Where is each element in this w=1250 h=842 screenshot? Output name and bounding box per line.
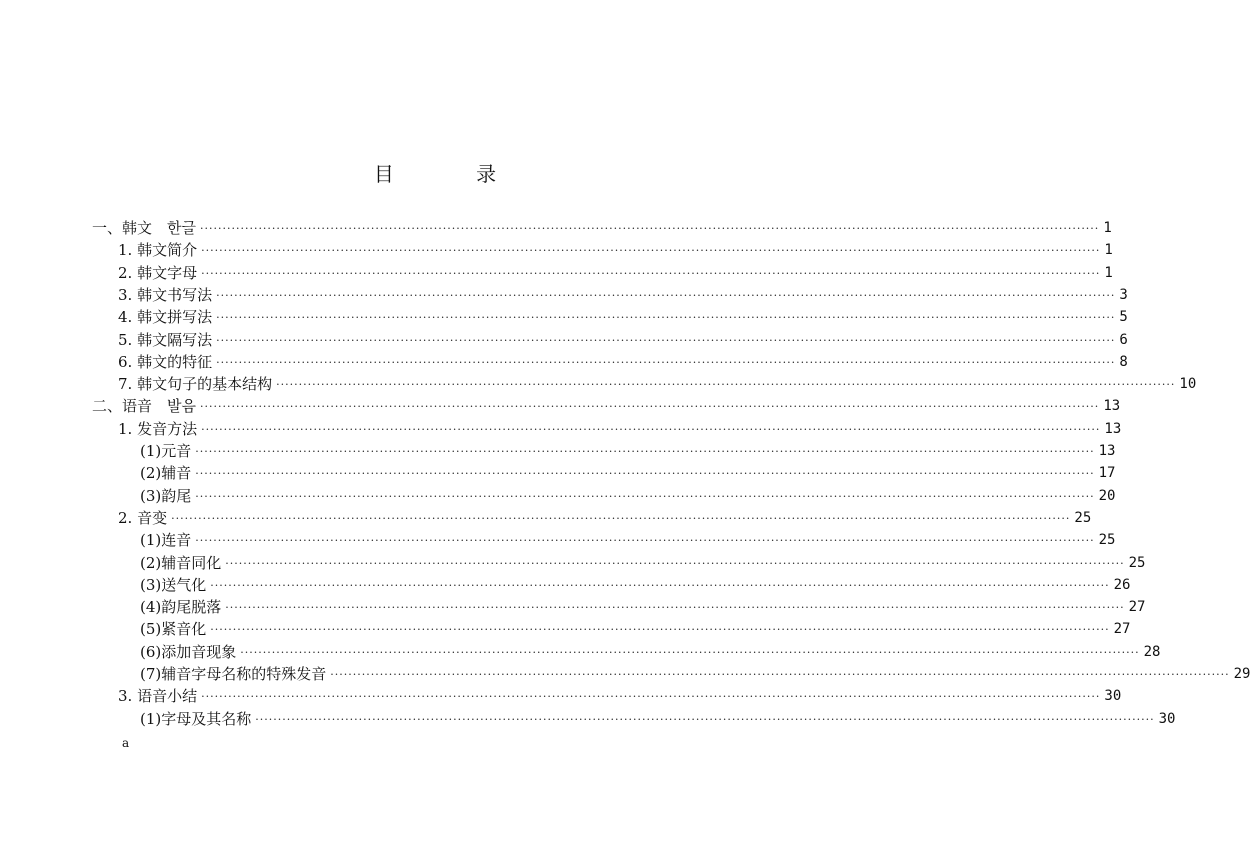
toc-entry-page: 3: [1119, 286, 1128, 303]
toc-entry[interactable]: [140, 460, 1116, 483]
toc-entry-label: (3)送气化: [140, 575, 207, 594]
toc-leader-dots: ········································································································································································································: [201, 422, 1101, 436]
toc-entry-label: (1)字母及其名称: [140, 709, 252, 728]
toc-leader-dots: ········································································································································································································: [330, 668, 1230, 681]
toc-leader-dots: ········································································································································································································: [216, 288, 1116, 302]
toc-entry[interactable]: [140, 438, 1116, 460]
toc-leader-dots: ········································································································································································································: [195, 534, 1095, 548]
toc-entry-label: 1. 韩文简介: [118, 241, 198, 260]
toc-entry-page: 13: [1098, 443, 1116, 459]
toc-leader-dots: ········································································································································································································: [201, 690, 1101, 704]
toc-entry-page: 13: [1103, 398, 1121, 415]
toc-entry-label: 2. 韩文字母: [118, 263, 198, 282]
toc-entry-label: 2. 音变: [118, 508, 168, 527]
toc-entry[interactable]: [118, 505, 1092, 527]
toc-entry[interactable]: [140, 639, 1161, 661]
toc-entry-page: 27: [1113, 621, 1131, 638]
toc-entry[interactable]: [118, 282, 1128, 304]
toc-entry-label: 二、语音 발음: [92, 397, 196, 416]
toc-entry-page: 25: [1074, 509, 1092, 526]
toc-leader-dots: ········································································································································································································: [216, 333, 1116, 347]
toc-entry-label: 3. 语音小结: [118, 687, 198, 706]
toc-entry-label: (6)添加音现象: [140, 642, 237, 661]
toc-entry-label: 3. 韩文书写法: [118, 285, 213, 304]
toc-entry[interactable]: [140, 661, 1250, 683]
toc-entry-page: 20: [1098, 487, 1116, 504]
toc-entry-label: (4)韵尾脱落: [140, 598, 222, 617]
toc-leader-dots: ········································································································································································································: [216, 355, 1116, 369]
toc-entry[interactable]: [140, 483, 1116, 505]
toc-entry[interactable]: [140, 616, 1131, 639]
toc-entry-label: 6. 韩文的特征: [118, 352, 213, 371]
toc-entry[interactable]: [118, 237, 1113, 260]
toc-leader-dots: ········································································································································································································: [225, 601, 1125, 615]
toc-entry[interactable]: [92, 215, 1112, 237]
toc-leader-dots: ········································································································································································································: [225, 556, 1125, 570]
toc-entry[interactable]: [118, 260, 1113, 282]
toc-entry-page: 30: [1158, 710, 1176, 727]
toc-entry-label: (1)连音: [140, 531, 192, 550]
toc-leader-dots: ········································································································································································································: [199, 222, 1100, 235]
toc-entry-page: 1: [1104, 264, 1113, 281]
toc-entry-page: 27: [1128, 599, 1146, 616]
toc-leader-dots: ········································································································································································································: [201, 266, 1101, 280]
toc-entry[interactable]: [140, 550, 1146, 572]
toc-entry[interactable]: [118, 416, 1122, 438]
toc-entry-label: (5)紧音化: [140, 620, 207, 639]
toc-entry[interactable]: [118, 304, 1128, 327]
toc-entry-page: 5: [1119, 309, 1128, 326]
toc-leader-dots: ········································································································································································································: [195, 489, 1095, 503]
toc-entry-label: 4. 韩文拼写法: [118, 308, 213, 327]
toc-entry-label: (3)韵尾: [140, 486, 192, 505]
toc-entry-page: 6: [1119, 331, 1128, 348]
toc-entry-page: 30: [1104, 688, 1122, 705]
toc-entry-page: 1: [1104, 242, 1113, 259]
toc-entry-page: 1: [1103, 220, 1112, 236]
toc-entry-page: 25: [1128, 554, 1146, 571]
toc-leader-dots: ········································································································································································································: [199, 400, 1100, 414]
toc-entry-label: 5. 韩文隔写法: [118, 330, 213, 349]
toc-leader-dots: ········································································································································································································: [276, 378, 1176, 392]
toc-leader-dots: ········································································································································································································: [210, 623, 1110, 637]
toc-leader-dots: ········································································································································································································: [210, 578, 1110, 592]
toc-leader-dots: ········································································································································································································: [171, 511, 1071, 525]
toc-entry[interactable]: [118, 349, 1128, 371]
toc-entry-label: 一、韩文 한글: [92, 219, 196, 237]
toc-entry[interactable]: [140, 594, 1146, 617]
toc-entry-label: (2)辅音同化: [140, 553, 222, 572]
toc-entry-label: (7)辅音字母名称的特殊发音: [140, 665, 327, 683]
toc-entry-page: 13: [1104, 420, 1122, 437]
page-title: 目 录: [373, 162, 535, 186]
toc-leader-dots: ········································································································································································································: [255, 712, 1155, 726]
toc-entry-label: (2)辅音: [140, 464, 192, 483]
toc-entry[interactable]: [140, 527, 1116, 550]
toc-entry-page: 17: [1098, 465, 1116, 482]
toc-leader-dots: ········································································································································································································: [201, 244, 1101, 258]
toc-leader-dots: ········································································································································································································: [195, 467, 1095, 481]
toc-entry-label: 1. 发音方法: [118, 419, 198, 438]
toc-entry-page: 28: [1143, 643, 1161, 660]
page-mark: a: [122, 736, 130, 750]
toc-leader-dots: ········································································································································································································: [240, 645, 1140, 659]
toc-entry[interactable]: [118, 327, 1128, 349]
toc-leader-dots: ········································································································································································································: [195, 445, 1095, 458]
toc-entry-page: 26: [1113, 576, 1131, 593]
toc-entry-page: 25: [1098, 532, 1116, 549]
toc-entry[interactable]: [92, 393, 1121, 416]
toc-entry-page: 10: [1179, 376, 1197, 393]
toc-entry-page: 29: [1233, 666, 1250, 682]
toc-entry[interactable]: [118, 683, 1122, 706]
toc-entry[interactable]: [140, 706, 1176, 728]
toc-entry[interactable]: [140, 572, 1131, 594]
toc-leader-dots: ········································································································································································································: [216, 311, 1116, 325]
toc-entry-label: (1)元音: [140, 442, 192, 460]
toc-entry-page: 8: [1119, 353, 1128, 370]
toc-entry-label: 7. 韩文句子的基本结构: [118, 375, 273, 394]
toc-entry[interactable]: [118, 371, 1197, 394]
